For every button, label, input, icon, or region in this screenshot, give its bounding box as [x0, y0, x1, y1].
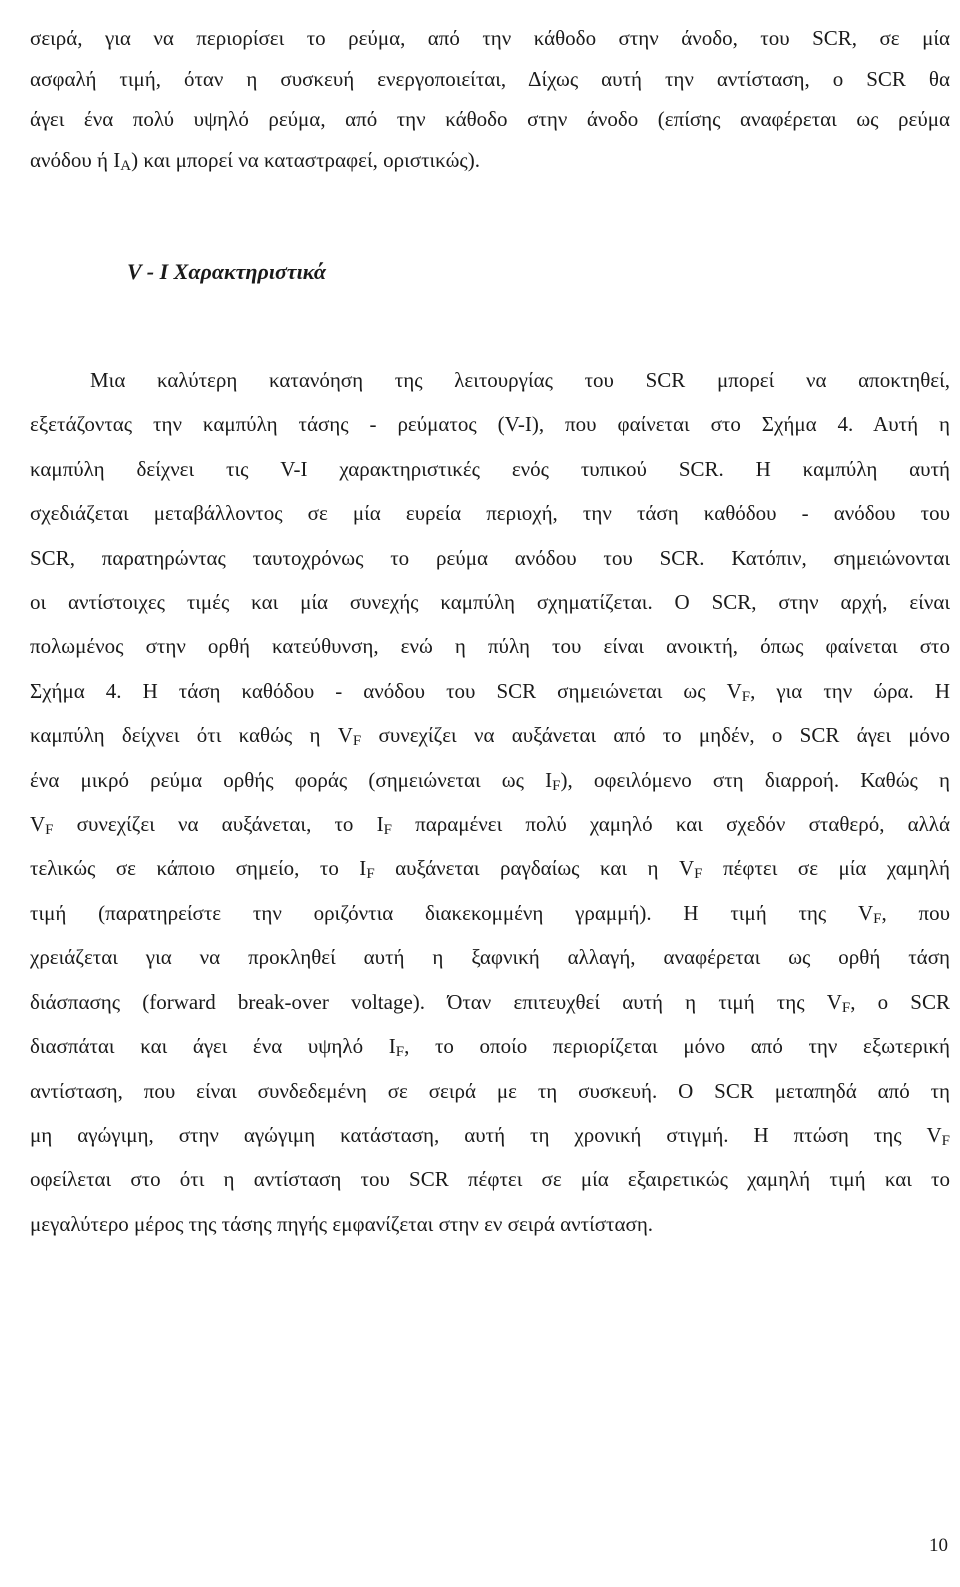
- text-line: Μια καλύτερη κατανόηση της λειτουργίας του SCR μπορεί να αποκτηθεί,: [90, 368, 950, 392]
- text-line: καμπύλη δείχνει ότι καθώς η $V_F$ συνεχίζει να αυξάνεται από το μηδέν, ο SCR άγει μόνο: [30, 723, 950, 750]
- section-heading: V - I Χαρακτηριστικά: [127, 259, 327, 284]
- text-line: τιμή (παρατηρείστε την οριζόντια διακεκομμένη γραμμή). Η τιμή της $V_F$, που: [30, 900, 951, 927]
- text-line: οφείλεται στο ότι η αντίσταση του SCR πέφτει σε μία εξαιρετικώς χαμηλή τιμή και το: [30, 1167, 950, 1192]
- text-line: χρειάζεται για να προκληθεί αυτή η ξαφνική αλλαγή, αναφέρεται ως ορθή τάση: [30, 945, 950, 970]
- text-line: ανόδου ή $I_A$) και μπορεί να καταστραφεί, οριστικώς).: [30, 147, 480, 174]
- text-line: τελικώς σε κάποιο σημείο, το $I_F$ αυξάνεται ραγδαίως και η $V_F$ πέφτει σε μία χαμηλή: [30, 856, 950, 883]
- paragraph-main: [30, 358, 950, 1246]
- text-line: καμπύλη δείχνει τις V-I χαρακτηριστικές ενός τυπικού SCR. Η καμπύλη αυτή: [30, 456, 950, 481]
- text-line: σχεδιάζεται μεταβάλλοντος σε μία ευρεία περιοχή, την τάση καθόδου - ανόδου του: [30, 501, 950, 526]
- text-line: οι αντίστοιχες τιμές και μία συνεχής καμπύλη σχηματίζεται. Ο SCR, στην αρχή, είναι: [30, 590, 950, 615]
- text-line: διασπάται και άγει ένα υψηλό $I_F$, το οποίο περιορίζεται μόνο από την εξωτερική: [30, 1034, 950, 1061]
- text-line: μη αγώγιμη, στην αγώγιμη κατάσταση, αυτή τη χρονική στιγμή. Η πτώση της $V_F$: [30, 1122, 950, 1149]
- text-line: σειρά, για να περιορίσει το ρεύμα, από την κάθοδο στην άνοδο, του SCR, σε μία: [30, 26, 950, 50]
- text-line: ένα μικρό ρεύμα ορθής φοράς (σημειώνεται ως $I_F$), οφειλόμενο στη διαρροή. Καθώς η: [30, 767, 950, 794]
- page-number: 10: [929, 1535, 948, 1556]
- text-line: εξετάζοντας την καμπύλη τάσης - ρεύματος (V-I), που φαίνεται στο Σχήμα 4. Αυτή η: [30, 412, 950, 437]
- text-line: SCR, παρατηρώντας ταυτοχρόνως το ρεύμα ανόδου του SCR. Κατόπιν, σημειώνονται: [30, 545, 950, 570]
- text-line: ασφαλή τιμή, όταν η συσκευή ενεργοποιείται, Δίχως αυτή την αντίσταση, ο SCR θα: [30, 66, 950, 91]
- text-line: πολωμένος στην ορθή κατεύθυνση, ενώ η πύλη του είναι ανοικτή, όπως φαίνεται στο: [30, 634, 950, 659]
- text-line: μεγαλύτερο μέρος της τάσης πηγής εμφανίζεται στην εν σειρά αντίσταση.: [30, 1211, 654, 1236]
- text-line: διάσπασης (forward break-over voltage). Όταν επιτευχθεί αυτή η τιμή της $V_F$, ο SCR: [30, 989, 950, 1016]
- text-line: αντίσταση, που είναι συνδεδεμένη σε σειρά με τη συσκευή. Ο SCR μεταπηδά από τη: [30, 1078, 950, 1103]
- text-line: άγει ένα πολύ υψηλό ρεύμα, από την κάθοδο στην άνοδο (επίσης αναφέρεται ως ρεύμα: [30, 107, 950, 131]
- text-line: Σχήμα 4. Η τάση καθόδου - ανόδου του SCR σημειώνεται ως $V_F$, για την ώρα. Η: [30, 678, 950, 705]
- paragraph-top: [30, 18, 950, 180]
- text-line: $V_F$ συνεχίζει να αυξάνεται, το $I_F$ παραμένει πολύ χαμηλό και σχεδόν σταθερό, αλλά: [30, 812, 950, 839]
